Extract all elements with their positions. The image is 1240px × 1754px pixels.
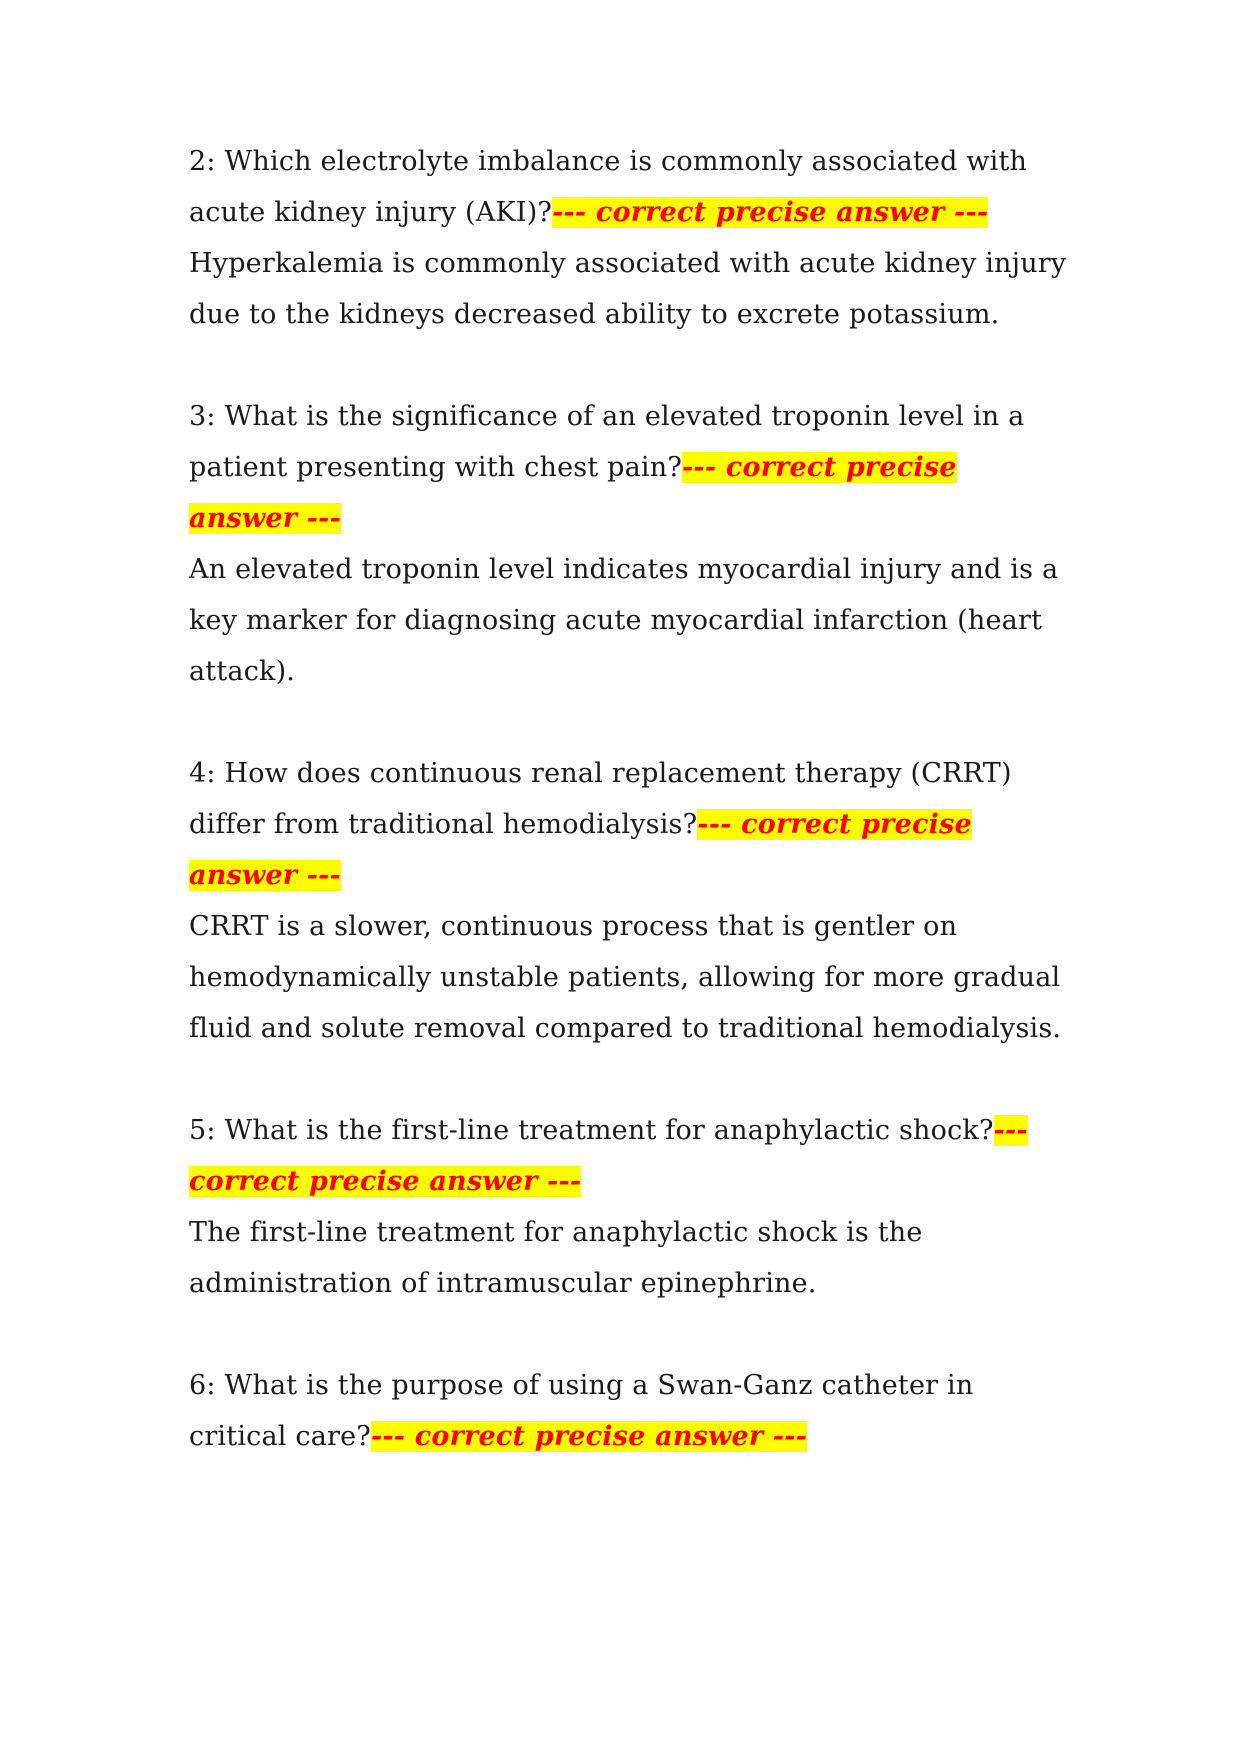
question-text: 3: What is the significance of an elevated troponin level in a patient presenting with chest pain? — [189, 401, 1025, 483]
qa-item-2 — [189, 136, 1069, 340]
qa-item-4 — [189, 748, 1069, 1054]
question-paragraph — [189, 1360, 1069, 1462]
answer-marker: --- correct precise answer --- — [370, 1421, 808, 1452]
question-text: 4: How does continuous renal replacement therapy (CRRT) differ from traditional hemodialysis? — [189, 758, 1012, 840]
answer-text: An elevated troponin level indicates myocardial injury and is a key marker for diagnosing acute myocardial infarction (heart attack). — [189, 554, 1059, 687]
qa-item-6 — [189, 1360, 1069, 1462]
question-paragraph — [189, 136, 1069, 238]
document-page — [189, 136, 1069, 1513]
answer-marker: --- correct precise answer --- — [189, 809, 972, 891]
answer-text: Hyperkalemia is commonly associated with acute kidney injury due to the kidneys decreased ability to excrete potassium. — [189, 248, 1067, 330]
answer-marker: --- correct precise answer --- — [189, 1115, 1028, 1197]
question-paragraph — [189, 391, 1069, 544]
qa-item-3 — [189, 391, 1069, 697]
question-paragraph — [189, 748, 1069, 901]
question-text: 2: Which electrolyte imbalance is commonly associated with acute kidney injury (AKI)? — [189, 146, 1028, 228]
answer-text: The first-line treatment for anaphylactic shock is the administration of intramuscular epinephrine. — [189, 1217, 923, 1299]
question-paragraph — [189, 1105, 1069, 1207]
question-text: 6: What is the purpose of using a Swan-Ganz catheter in critical care? — [189, 1370, 974, 1452]
qa-item-5 — [189, 1105, 1069, 1309]
answer-marker: --- correct precise answer --- — [189, 452, 957, 534]
answer-marker: --- correct precise answer --- — [552, 197, 989, 228]
question-text: 5: What is the first-line treatment for anaphylactic shock? — [189, 1115, 994, 1146]
answer-text: CRRT is a slower, continuous process that is gentler on hemodynamically unstable patients, allowing for more gradual fluid and solute removal compared to traditional hemodialysis. — [189, 911, 1062, 1044]
